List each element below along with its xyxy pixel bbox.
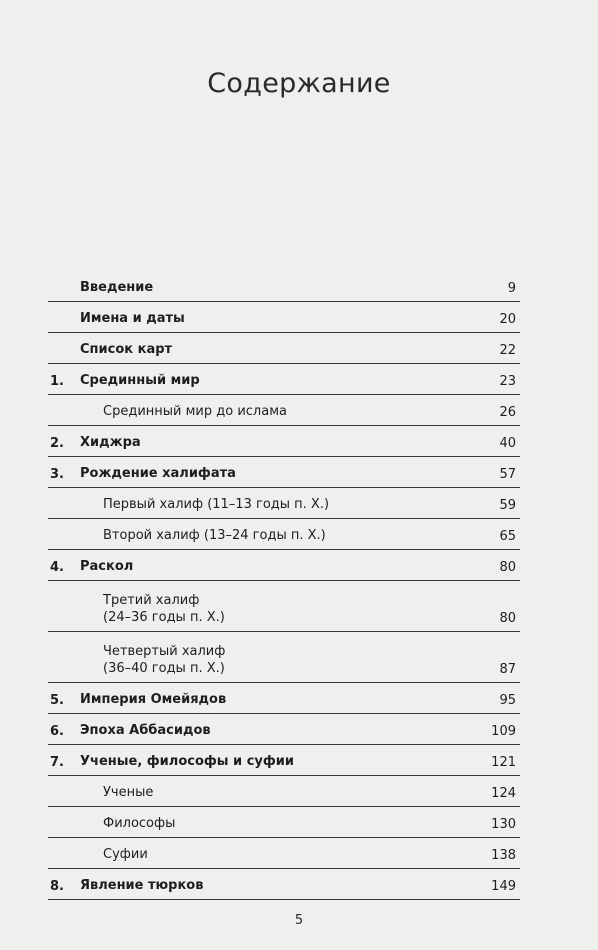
page-number: 5 (294, 913, 304, 928)
toc-entry-label: Срединный мир до ислама (103, 404, 287, 419)
toc-entry-page: 20 (499, 312, 516, 327)
toc-entry (48, 714, 520, 745)
toc-entry-page: 65 (499, 529, 516, 544)
toc-entry-page: 59 (499, 498, 516, 513)
toc-entry-page: 124 (491, 786, 516, 801)
table-of-contents (48, 276, 520, 900)
toc-entry-label: Срединный мир (80, 373, 200, 388)
toc-entry-page: 9 (507, 281, 516, 296)
toc-entry (48, 745, 520, 776)
toc-entry-page: 80 (499, 611, 516, 626)
toc-entry (48, 581, 520, 632)
page-title: Содержание (207, 68, 391, 99)
toc-entry (48, 632, 520, 683)
toc-entry (48, 550, 520, 581)
toc-entry-label: Хиджра (80, 435, 141, 450)
toc-entry-number: 8. (50, 879, 64, 894)
toc-entry-label: Раскол (80, 559, 134, 574)
toc-entry-label: Явление тюрков (80, 878, 204, 893)
toc-entry (48, 276, 520, 302)
toc-entry-page: 130 (491, 817, 516, 832)
toc-entry-page: 57 (499, 467, 516, 482)
toc-entry-label: Третий халиф (24–36 годы п. Х.) (103, 593, 225, 625)
toc-entry-number: 1. (50, 374, 64, 389)
toc-entry (48, 395, 520, 426)
toc-entry-page: 95 (499, 693, 516, 708)
toc-entry-label: Имена и даты (80, 311, 185, 326)
toc-entry-page: 138 (491, 848, 516, 863)
toc-entry (48, 333, 520, 364)
toc-entry-number: 4. (50, 560, 64, 575)
toc-entry-number: 5. (50, 693, 64, 708)
toc-entry-number: 6. (50, 724, 64, 739)
toc-entry-number: 2. (50, 436, 64, 451)
toc-entry-label: Четвертый халиф (36–40 годы п. Х.) (103, 644, 226, 676)
toc-entry (48, 302, 520, 333)
toc-entry-page: 149 (491, 879, 516, 894)
toc-entry-number: 3. (50, 467, 64, 482)
toc-entry-label: Введение (80, 280, 154, 295)
toc-entry-label: Ученые, философы и суфии (80, 754, 294, 769)
toc-entry (48, 869, 520, 900)
toc-entry (48, 519, 520, 550)
toc-entry-label: Ученые (103, 785, 154, 800)
toc-entry-label: Первый халиф (11–13 годы п. Х.) (103, 497, 330, 512)
toc-entry-page: 22 (499, 343, 516, 358)
toc-entry-label: Список карт (80, 342, 173, 357)
toc-entry-page: 80 (499, 560, 516, 575)
toc-entry-label: Империя Омейядов (80, 692, 227, 707)
toc-entry-page: 40 (499, 436, 516, 451)
toc-entry-label: Второй халиф (13–24 годы п. Х.) (103, 528, 326, 543)
toc-entry-label: Эпоха Аббасидов (80, 723, 211, 738)
toc-entry (48, 457, 520, 488)
toc-entry (48, 426, 520, 457)
toc-entry-page: 23 (499, 374, 516, 389)
toc-entry-label: Философы (103, 816, 176, 831)
toc-entry (48, 838, 520, 869)
toc-entry-page: 121 (491, 755, 516, 770)
toc-entry-page: 87 (499, 662, 516, 677)
toc-entry-number: 7. (50, 755, 64, 770)
toc-entry (48, 488, 520, 519)
toc-entry (48, 364, 520, 395)
toc-entry-label: Рождение халифата (80, 466, 236, 481)
toc-entry-page: 26 (499, 405, 516, 420)
toc-entry (48, 807, 520, 838)
toc-entry-page: 109 (491, 724, 516, 739)
toc-entry (48, 683, 520, 714)
toc-entry (48, 776, 520, 807)
toc-entry-label: Суфии (103, 847, 148, 862)
